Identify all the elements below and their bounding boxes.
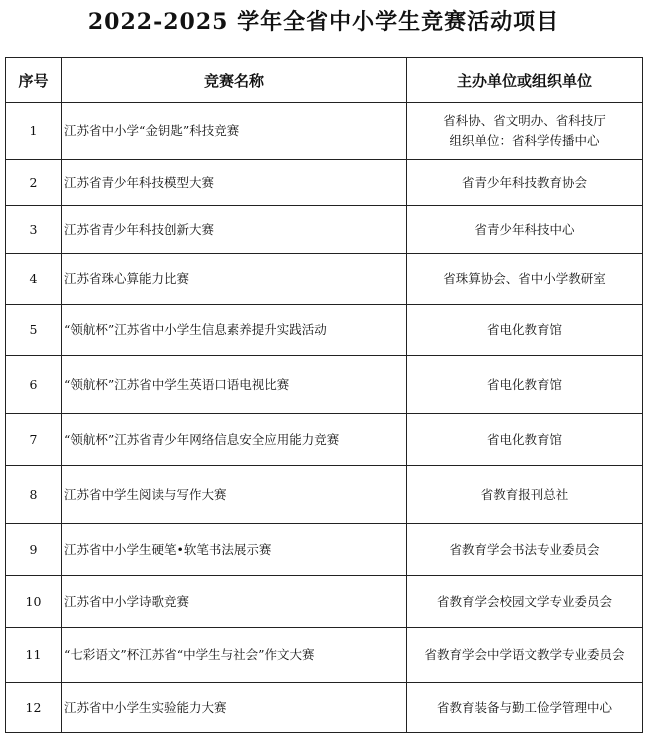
row-index: 7 [6,414,62,466]
page-title: 2022-2025 学年全省中小学生竞赛活动项目 [87,9,560,35]
table-row [6,160,643,206]
contest-name: 江苏省青少年科技创新大赛 [62,206,407,254]
organizer-line: 省教育学会中学语文教学专业委员会 [424,647,625,662]
organizer [407,103,643,160]
organizer-line: 省教育学会校园文学专业委员会 [436,593,612,609]
organizer-line: 省珠算协会、省中小学教研室 [443,271,606,286]
contest-name: “领航杯”江苏省青少年网络信息安全应用能力竞赛 [62,414,407,466]
organizer [407,576,643,628]
contest-name: 江苏省中小学诗歌竞赛 [62,576,407,628]
table-row [6,305,643,356]
table-row [6,103,643,160]
table-row [6,524,643,576]
header-organizer: 主办单位或组织单位 [407,58,643,103]
row-index: 3 [6,206,62,254]
organizer-line: 省电化教育馆 [486,322,562,337]
contest-name: 江苏省青少年科技模型大赛 [62,160,407,206]
header-contest-name: 竞赛名称 [62,58,407,103]
table-row [6,628,643,683]
contest-name: 江苏省中小学“金钥匙”科技竞赛 [62,103,407,160]
organizer [407,524,643,576]
organizer [407,305,643,356]
table-body [6,103,643,733]
organizer [407,628,643,683]
contest-name: “七彩语文”杯江苏省“中学生与社会”作文大赛 [62,628,407,683]
contest-name: “领航杯”江苏省中学生英语口语电视比赛 [62,356,407,414]
table-row [6,254,643,305]
organizer-line: 省教育学会书法专业委员会 [449,541,600,557]
row-index: 6 [6,356,62,414]
table-row [6,683,643,733]
contest-name: 江苏省中小学生实验能力大赛 [62,683,407,733]
organizer-line: 省青少年科技中心 [474,221,575,237]
organizer [407,683,643,733]
organizer [407,356,643,414]
organizer-line: 省教育报刊总社 [480,486,569,502]
contest-table [5,57,643,733]
organizer [407,414,643,466]
row-index: 12 [6,683,62,733]
header-index: 序号 [6,58,62,103]
contest-name: 江苏省珠心算能力比赛 [62,254,407,305]
organizer-line: 省电化教育馆 [486,431,562,447]
contest-name: 江苏省中学生阅读与写作大赛 [62,466,407,524]
table-row [6,356,643,414]
table-row [6,206,643,254]
row-index: 5 [6,305,62,356]
table-header-row [6,58,643,103]
row-index: 9 [6,524,62,576]
organizer-line: 省电化教育馆 [486,376,562,392]
contest-name: 江苏省中小学生硬笔•软笔书法展示赛 [62,524,407,576]
row-index: 1 [6,103,62,160]
row-index: 2 [6,160,62,206]
table-row [6,576,643,628]
row-index: 10 [6,576,62,628]
organizer [407,206,643,254]
table-row [6,414,643,466]
row-index: 8 [6,466,62,524]
table-row [6,466,643,524]
row-index: 11 [6,628,62,683]
organizer-line: 省教育装备与勤工俭学管理中心 [436,699,612,715]
organizer-line: 省科协、省文明办、省科技厅 [443,113,606,128]
contest-name: “领航杯”江苏省中小学生信息素养提升实践活动 [62,305,407,356]
organizer-line: 省青少年科技教育协会 [461,174,587,190]
row-index: 4 [6,254,62,305]
organizer [407,160,643,206]
organizer [407,254,643,305]
organizer-line: 组织单位：省科学传播中心 [449,133,600,148]
organizer [407,466,643,524]
